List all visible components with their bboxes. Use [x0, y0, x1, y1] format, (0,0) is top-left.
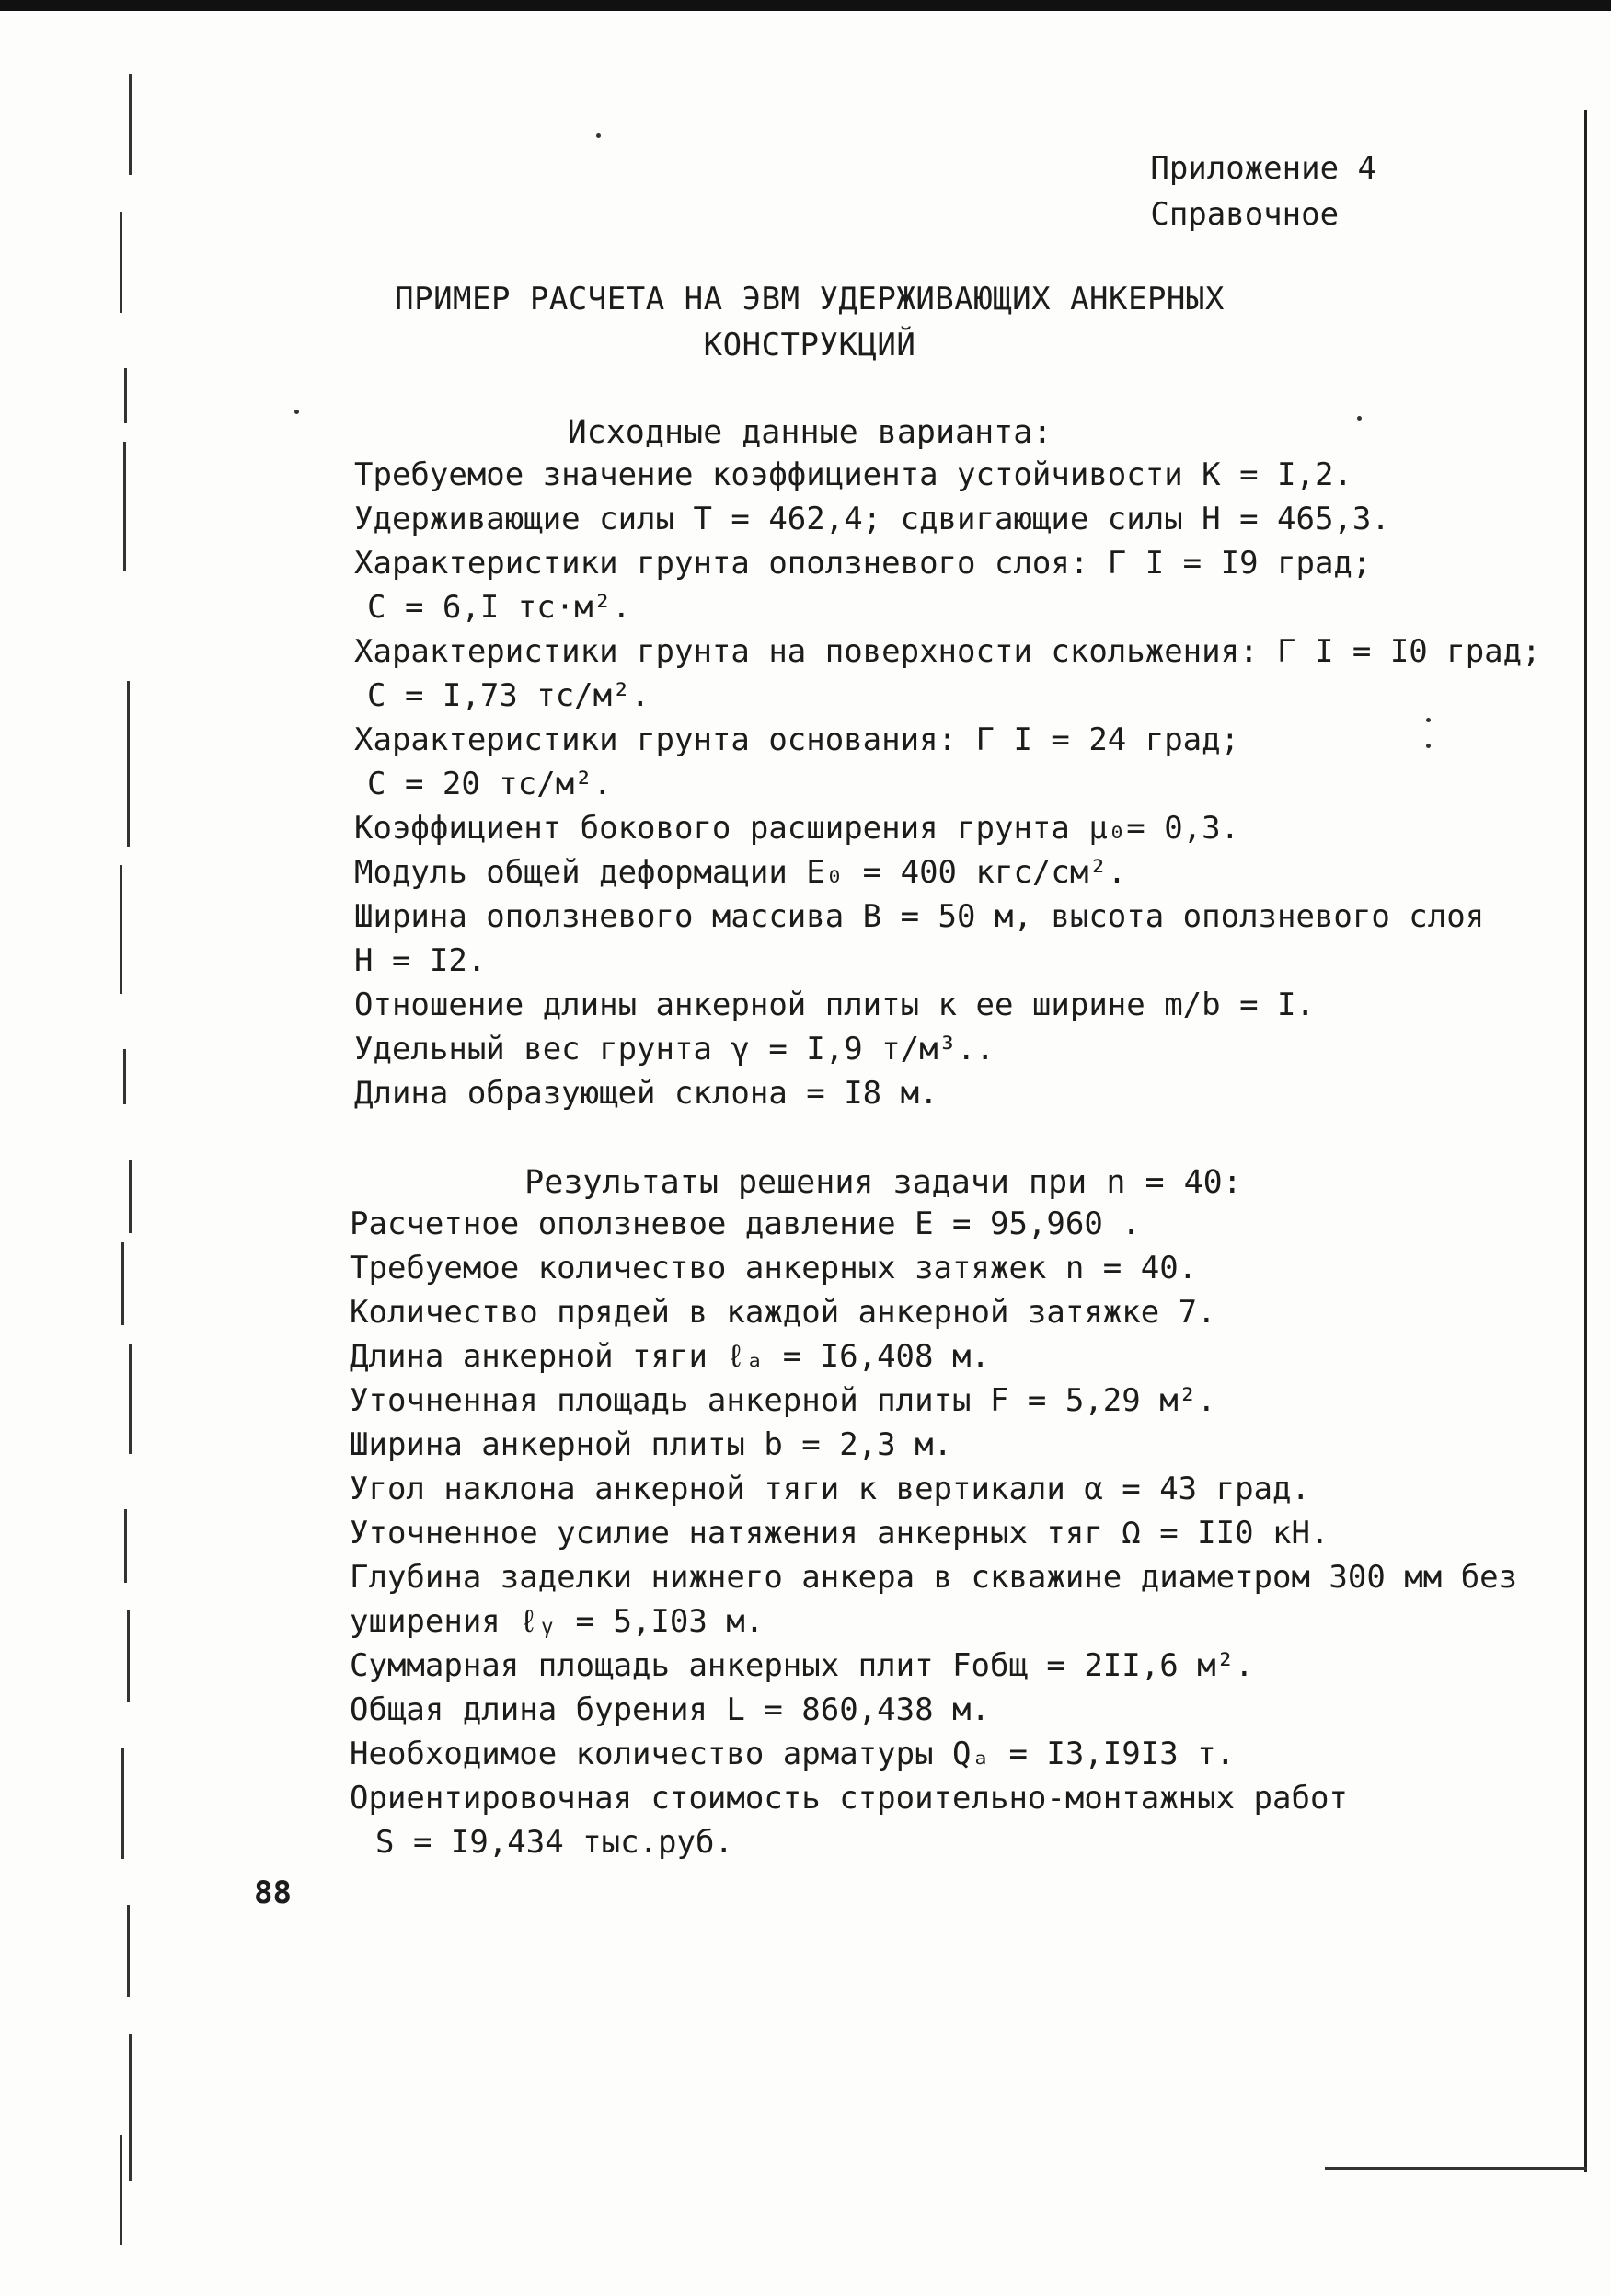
appendix-type: Справочное — [1150, 196, 1340, 233]
title-line-1: ПРИМЕР РАСЧЕТА НА ЭВМ УДЕРЖИВАЮЩИХ АНКЕРНЫХ — [395, 281, 1225, 317]
results-list — [350, 1202, 1546, 1864]
text-line: Длина образующей склона = I8 м. — [354, 1075, 938, 1112]
text-line: Уточненная площадь анкерной плиты F = 5,29 м². — [350, 1382, 1216, 1419]
title-line-2: КОНСТРУКЦИЙ — [703, 327, 916, 363]
appendix-number: Приложение 4 — [1150, 150, 1376, 187]
text-line: H = I2. — [354, 942, 487, 979]
text-line: уширения ℓᵧ = 5,I03 м. — [350, 1603, 765, 1640]
document-title — [350, 276, 1270, 368]
appendix-label — [1150, 145, 1376, 237]
text-line: Отношение длины анкерной плиты к ее ширине m/b = I. — [354, 986, 1315, 1023]
text-line: Угол наклона анкерной тяги к вертикали α = 43 град. — [350, 1471, 1310, 1507]
text-line: Удерживающие силы T = 462,4; сдвигающие силы H = 465,3. — [354, 501, 1390, 537]
text-line: Требуемое значение коэффициента устойчивости K = I,2. — [354, 456, 1352, 493]
text-line: S = I9,434 тыс.руб. — [375, 1824, 733, 1861]
text-line: Ориентировочная стоимость строительно-монтажных работ — [350, 1780, 1348, 1817]
text-line: Характеристики грунта основания: Γ I = 24 град; — [354, 721, 1240, 758]
text-line: Количество прядей в каждой анкерной затяжке 7. — [350, 1294, 1216, 1331]
scan-bottom-rule — [1325, 2167, 1587, 2170]
text-line: Необходимое количество арматуры Qₐ = I3,I9I3 т. — [350, 1736, 1236, 1772]
text-line: Характеристики грунта на поверхности скольжения: Γ I = I0 град; — [354, 633, 1541, 670]
text-line: Суммарная площадь анкерных плит Fобщ = 2II,6 м². — [350, 1647, 1254, 1684]
text-line: Ширина оползневого массива B = 50 м, высота оползневого слоя — [354, 898, 1485, 935]
initial-data-heading: Исходные данные варианта: — [567, 414, 1053, 451]
initial-data-list — [354, 453, 1550, 1115]
scan-speck — [596, 133, 601, 138]
scan-speck — [294, 410, 299, 414]
text-line: Глубина заделки нижнего анкера в скважине диаметром 300 мм без — [350, 1559, 1518, 1596]
text-line: Расчетное оползневое давление E = 95,960 . — [350, 1206, 1141, 1242]
scan-right-rule — [1584, 110, 1587, 2172]
text-line: Удельный вес грунта γ = I,9 т/м³.. — [354, 1031, 995, 1067]
text-line: Общая длина бурения L = 860,438 м. — [350, 1691, 990, 1728]
text-line: Уточненное усилие натяжения анкерных тяг Ω = II0 кН. — [350, 1515, 1329, 1552]
page-number: 88 — [254, 1875, 292, 1911]
text-line: Длина анкерной тяги ℓₐ = I6,408 м. — [350, 1338, 990, 1375]
scan-top-border — [0, 0, 1611, 11]
text-line: Требуемое количество анкерных затяжек n = 40. — [350, 1250, 1198, 1286]
text-line: C = 6,I тс·м². — [367, 589, 631, 626]
scan-speck — [1357, 416, 1362, 421]
text-line: Модуль общей деформации E₀ = 400 кгс/см². — [354, 854, 1127, 891]
text-line: C = I,73 тс/м². — [367, 677, 650, 714]
text-line: Ширина анкерной плиты b = 2,3 м. — [350, 1426, 953, 1463]
text-line: Коэффициент бокового расширения грунта μ₀= 0,3. — [354, 810, 1240, 847]
text-line: Характеристики грунта оползневого слоя: Γ I = I9 град; — [354, 545, 1372, 582]
scan-margin-marks — [55, 37, 147, 2245]
results-heading: Результаты решения задачи при n = 40: — [524, 1164, 1242, 1201]
text-line: C = 20 тс/м². — [367, 766, 613, 802]
